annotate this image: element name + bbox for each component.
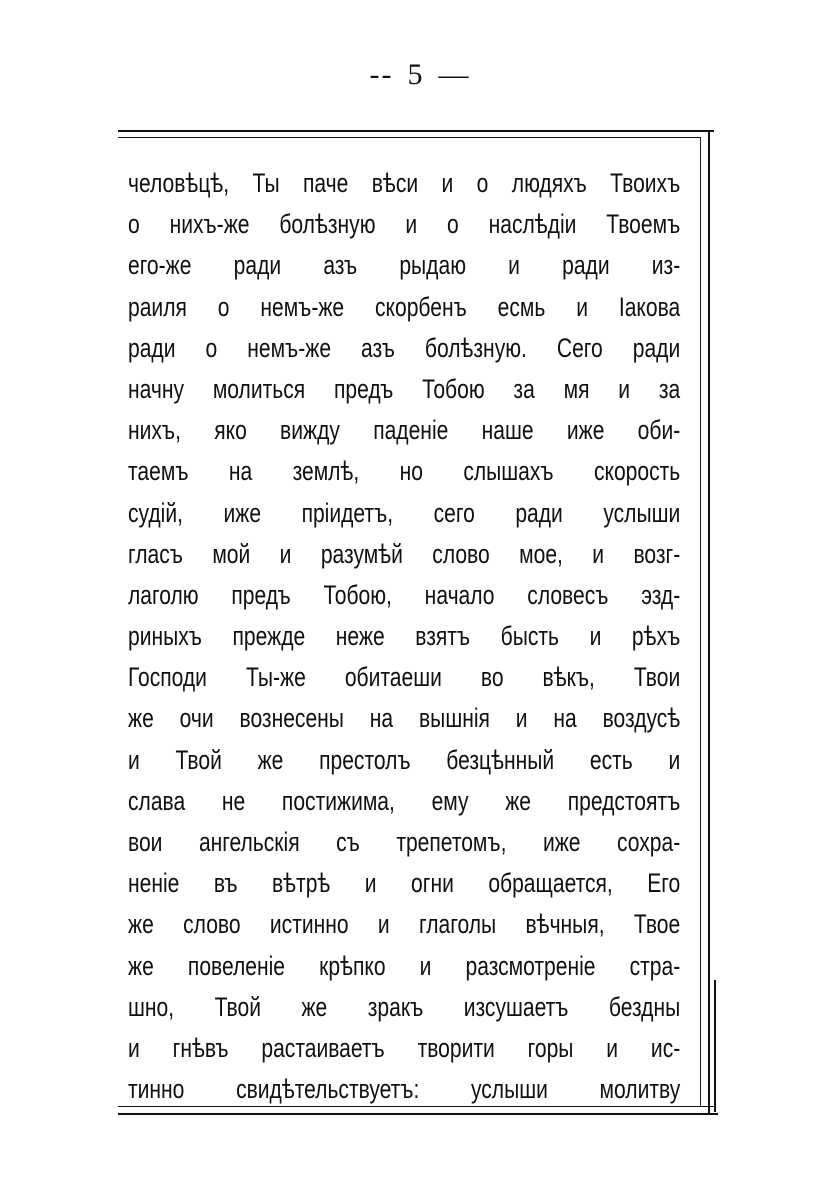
text-line: же повеленіе крѣпко и разсмотреніе стра-	[128, 950, 681, 981]
text-line: лаголю предъ Тобою, начало словесъ эзд-	[128, 579, 681, 610]
page-number: 5	[407, 58, 425, 91]
text-line: нихъ, яко вижду паденіе наше иже оби-	[128, 415, 681, 446]
body-text	[128, 163, 680, 1110]
text-line: тинно свидѣтельствуетъ: услыши молитву	[128, 1074, 681, 1105]
text-line: неніе въ вѣтрѣ и огни обращается, Его	[128, 868, 681, 899]
text-line: риныхъ прежде неже взятъ бысть и рѣхъ	[128, 621, 681, 652]
page-header	[0, 58, 840, 92]
text-line: шно, Твой же зракъ изсушаетъ бездны	[128, 991, 681, 1022]
frame-right-extra-line	[714, 980, 716, 1112]
frame-right-inner-line	[700, 137, 701, 1107]
top-rule-thin	[118, 137, 700, 138]
text-line: Господи Ты-же обитаеши во вѣкъ, Твои	[128, 662, 681, 693]
text-line: его-же ради азъ рыдаю и ради из-	[128, 250, 681, 281]
text-line: слава не постижима, ему же предстоятъ	[128, 785, 681, 816]
frame-right-outer-line	[708, 130, 710, 1114]
text-line: человѣцѣ, Ты паче вѣси и о людяхъ Твоихъ	[128, 168, 681, 198]
text-line: ради о немъ-же азъ болѣзную. Сего ради	[128, 332, 681, 363]
text-line: таемъ на землѣ, но слышахъ скорость	[128, 456, 681, 487]
header-dash-left: --	[369, 58, 394, 91]
text-line: же очи вознесены на вышнія и на воздусѣ	[128, 703, 681, 734]
text-line: раиля о немъ-же скорбенъ есмь и Іакова	[128, 291, 681, 322]
text-line: же слово истинно и глаголы вѣчныя, Твое	[128, 909, 681, 940]
text-line: гласъ мой и разумѣй слово мое, и возг-	[128, 538, 681, 569]
text-line: и гнѣвъ растаиваетъ творити горы и ис-	[128, 1032, 681, 1063]
text-line: и Твой же престолъ безцѣнный есть и	[128, 744, 681, 775]
header-dash-right: —	[438, 58, 471, 91]
text-line: начну молиться предъ Тобою за мя и за	[128, 373, 681, 404]
text-line: судій, иже пріидетъ, сего ради услыши	[128, 497, 681, 528]
top-rule-thick	[118, 130, 714, 132]
text-line: о нихъ-же болѣзную и о наслѣдіи Твоемъ	[128, 209, 681, 240]
text-line: вои ангельскія съ трепетомъ, иже сохра-	[128, 827, 681, 857]
bottom-rule-thick	[118, 1113, 718, 1115]
